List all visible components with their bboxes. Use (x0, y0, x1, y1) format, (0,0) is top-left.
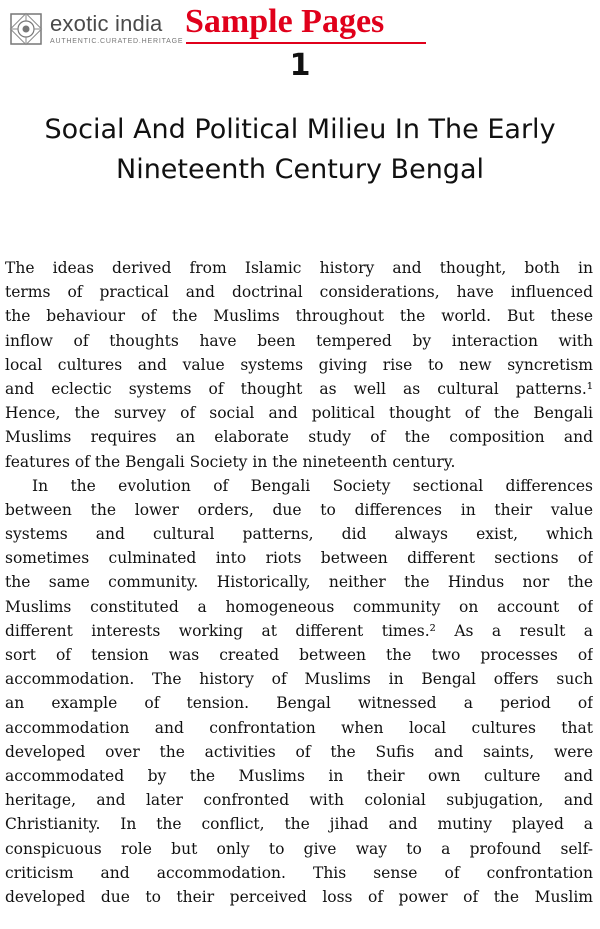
text-line: and eclectic systems of thought as well as cultural patterns.¹ (5, 379, 593, 398)
chapter-title-line: Nineteenth Century Bengal (116, 154, 484, 185)
text-line: features of the Bengali Society in the nineteenth century. (5, 452, 456, 471)
text-line: developed due to their perceived loss of power of the Muslim (5, 887, 593, 906)
text-line: inflow of thoughts have been tempered by interaction with (5, 331, 593, 350)
text-line: the behaviour of the Muslims throughout the world. But these (5, 307, 593, 326)
sample-pages-underline (186, 42, 426, 44)
text-line: developed over the activities of the Sufis and saints, were (5, 742, 593, 761)
text-line: accommodated by the Muslims in their own culture and (5, 766, 593, 785)
text-line: different interests working at different times.² As a result a (5, 621, 593, 640)
text-line: conspicuous role but only to give way to a profound self- (5, 839, 593, 858)
text-line: Christianity. In the conflict, the jihad and mutiny played a (5, 815, 593, 834)
text-line: systems and cultural patterns, did always exist, which (5, 525, 593, 544)
text-line: heritage, and later confronted with colonial subjugation, and (5, 791, 593, 810)
text-line: terms of practical and doctrinal considerations, have influenced (5, 283, 593, 302)
text-line: Hence, the survey of social and political thought of the Bengali (5, 404, 593, 423)
text-line: accommodation and confrontation when local cultures that (5, 718, 593, 737)
text-line: accommodation. The history of Muslims in Bengal offers such (5, 670, 593, 689)
brand-name: exotic india (50, 11, 163, 36)
text-line: sometimes culminated into riots between different sections of (5, 549, 593, 568)
text-line: Muslims constituted a homogeneous community on account of (5, 597, 593, 616)
text-line: between the lower orders, due to differences in their value (5, 500, 593, 519)
text-line: The ideas derived from Islamic history and thought, both in (5, 259, 593, 277)
text-line: local cultures and value systems giving rise to new syncretism (5, 355, 593, 374)
chapter-number: 1 (289, 48, 311, 83)
brand-tagline: AUTHENTIC.CURATED.HERITAGE (50, 38, 184, 45)
mandala-logo-icon (8, 11, 44, 47)
sample-pages-label: Sample Pages (185, 3, 385, 40)
text-line: criticism and accommodation. This sense of confrontation (5, 863, 593, 882)
exotic-india-logo (8, 12, 183, 46)
text-line: an example of tension. Bengal witnessed a period of (5, 694, 593, 713)
chapter-title-line: Social And Political Milieu In The Early (44, 114, 556, 145)
text-line: sort of tension was created between the two processes of (5, 646, 593, 664)
chapter-title (0, 110, 600, 190)
text-line: Muslims requires an elaborate study of the composition and (5, 428, 593, 447)
body-text (5, 256, 593, 909)
text-line: the same community. Historically, neither the Hindus nor the (5, 573, 593, 592)
paragraph (5, 256, 593, 474)
text-line: In the evolution of Bengali Society sectional differences (32, 476, 593, 495)
paragraph (5, 474, 593, 909)
